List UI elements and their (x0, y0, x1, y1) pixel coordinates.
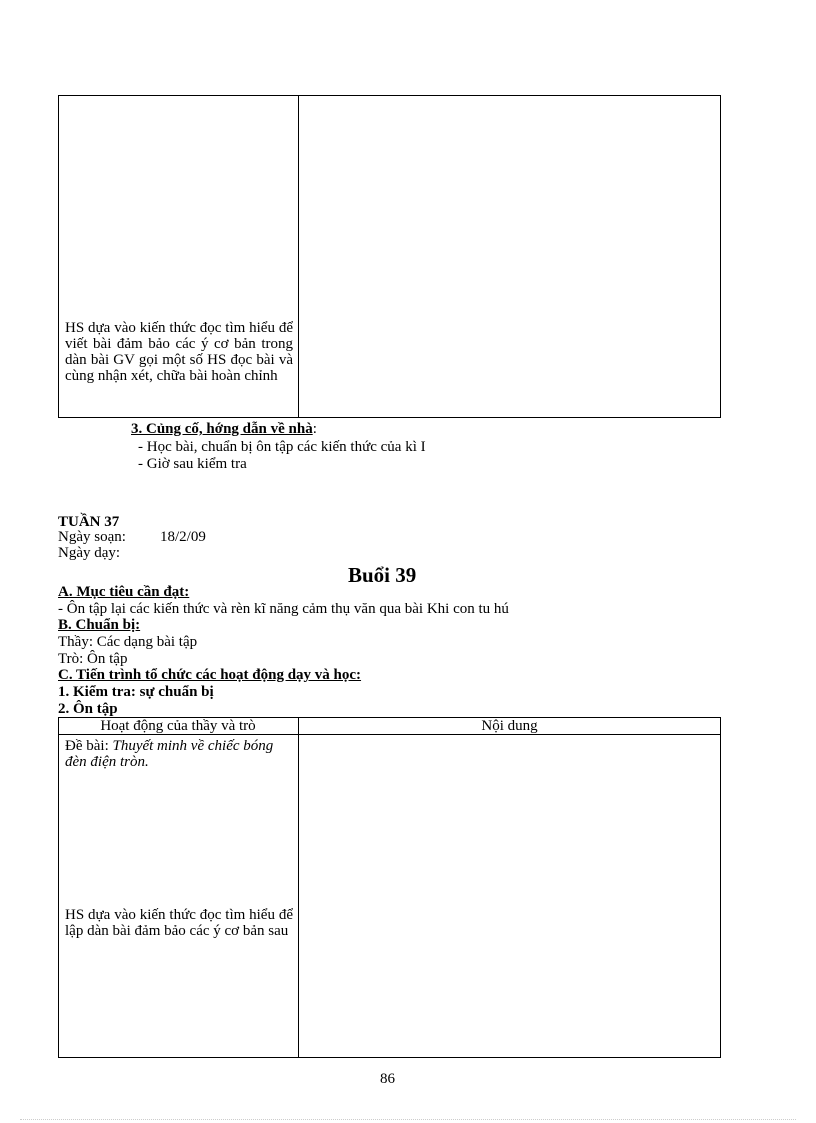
consolidation-heading: 3. Củng cố, hớng dẫn về nhà (131, 421, 313, 437)
session-title: Buổi 39 (348, 563, 417, 587)
table-2-prompt-label: Đề bài: (65, 738, 113, 754)
consolidation-heading-wrap (131, 421, 317, 437)
consolidation-colon: : (312, 421, 317, 437)
consolidation-item-1: - Học bài, chuẩn bị ôn tập các kiến thức của kì I (138, 439, 426, 455)
table-2-divider (298, 717, 299, 1058)
table-1-divider (298, 95, 299, 418)
section-b-teacher: Thầy: Các dạng bài tập (58, 634, 198, 650)
table-2-header-col-1: Hoạt động của thầy và trò (100, 718, 256, 734)
date-taught-label: Ngày dạy: (58, 545, 121, 561)
consolidation-item-2: - Giờ sau kiểm tra (138, 456, 247, 472)
section-a-text: - Ôn tập lại các kiến thức và rèn kĩ năng cảm thụ văn qua bài Khi con tu hú (58, 601, 509, 617)
section-c-heading: C. Tiến trình tổ chức các hoạt động dạy và học: (58, 667, 362, 683)
date-prepared-value: 18/2/09 (160, 529, 206, 545)
table-2-header-rule (58, 734, 721, 735)
page-bottom-rule (20, 1119, 796, 1120)
section-a-heading: A. Mục tiêu cần đạt: (58, 584, 190, 600)
section-c-step-1: 1. Kiểm tra: sự chuẩn bị (58, 684, 214, 700)
table-2-prompt (65, 738, 293, 770)
table-2-header-col-2: Nội dung (481, 718, 538, 734)
section-c-step-2: 2. Ôn tập (58, 701, 118, 717)
table-1-left-text: HS dựa vào kiến thức đọc tìm hiểu để viết bài đảm bảo các ý cơ bản trong dàn bài GV gọi một số HS đọc bài và cùng nhận xét, chữa bài hoàn chỉnh (65, 320, 293, 384)
page-number: 86 (380, 1071, 395, 1087)
table-2-prompt-text: Thuyết minh về chiếc bóng đèn điện tròn. (65, 738, 274, 770)
section-b-heading: B. Chuẩn bị: (58, 617, 141, 633)
section-b-student: Trò: Ôn tập (58, 651, 128, 667)
week-label: TUẦN 37 (58, 514, 120, 530)
date-prepared-label: Ngày soạn: (58, 529, 126, 545)
table-2-left-text: HS dựa vào kiến thức đọc tìm hiểu để lập dàn bài đảm bảo các ý cơ bản sau (65, 907, 293, 939)
